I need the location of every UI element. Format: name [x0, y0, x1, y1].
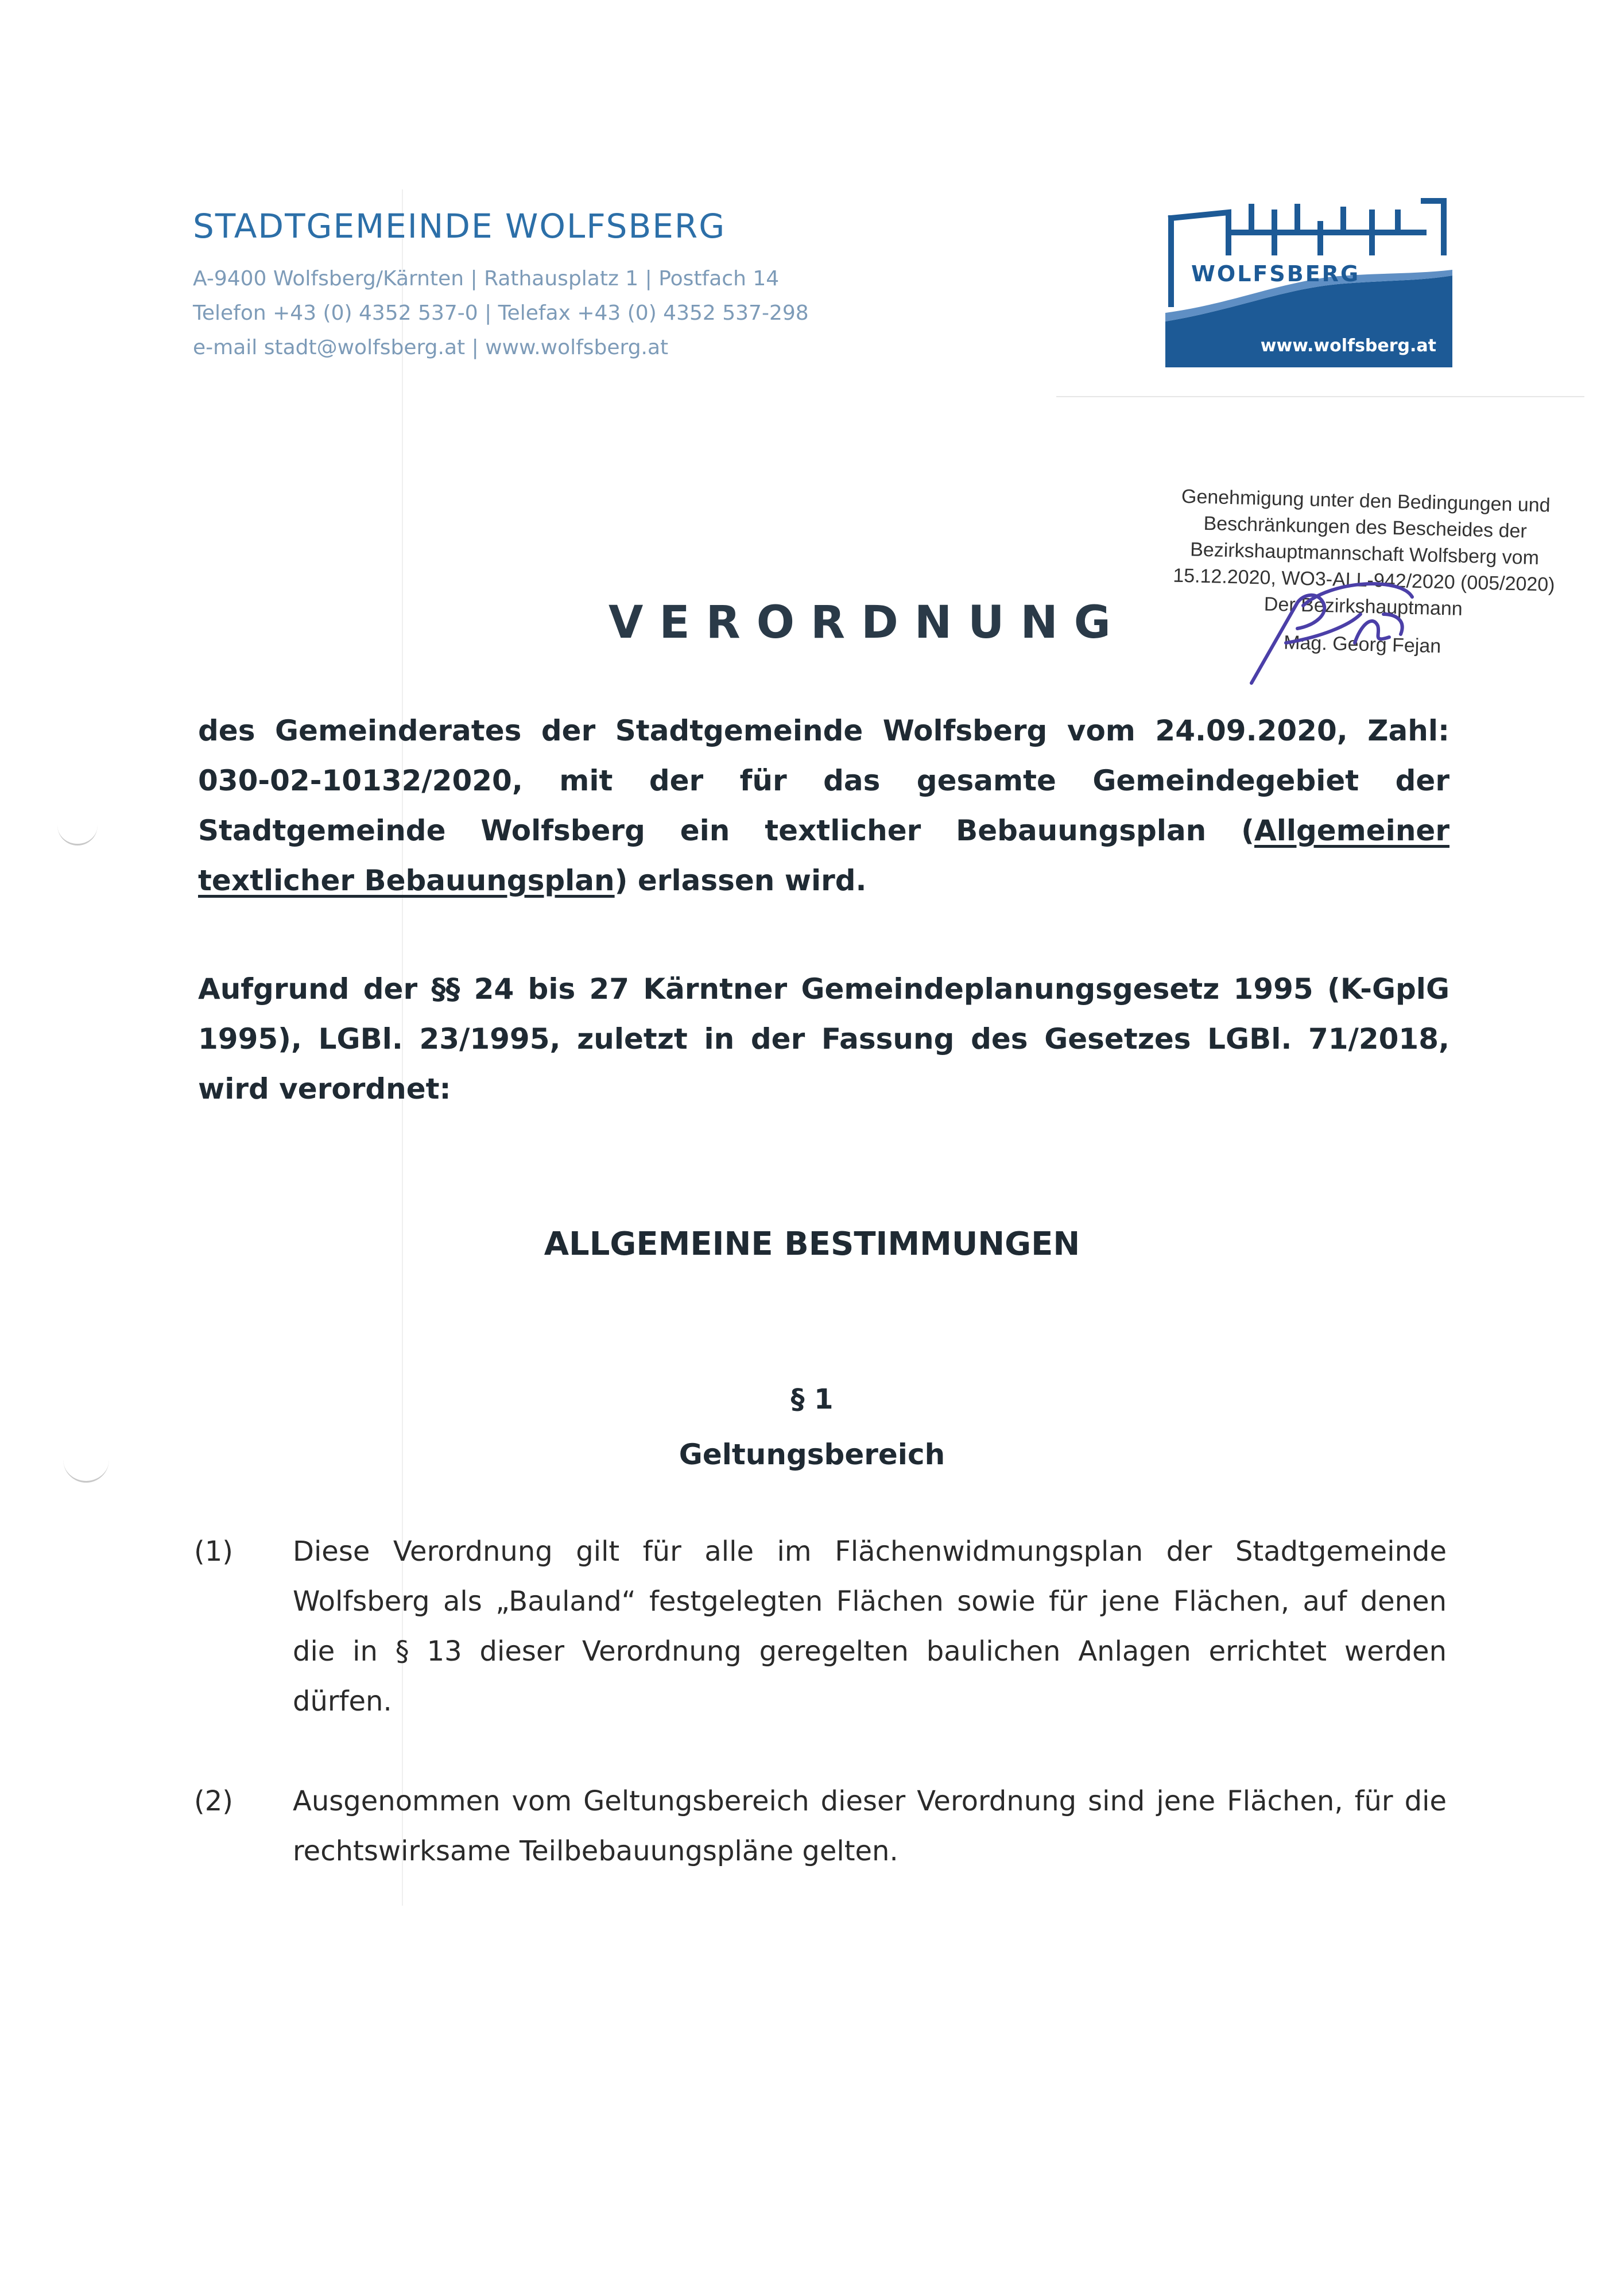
- organization-address: A-9400 Wolfsberg/Kärnten | Rathausplatz 1 | Postfach 14: [193, 267, 780, 290]
- item-text: Diese Verordnung gilt für alle im Flächenwidmungsplan der Stadtgemeinde Wolfsberg als „Bauland“ festgelegten Flächen sowie für jene Flächen, auf denen die in § 13 dieser Verordnung geregelten baulichen Anlagen errichtet werden dürfen.: [293, 1535, 1447, 1717]
- paragraph-number: § 1: [790, 1383, 834, 1415]
- organization-name: STADTGEMEINDE WOLFSBERG: [193, 207, 726, 246]
- item-number: (2): [194, 1785, 233, 1817]
- intro-text: des Gemeinderates der Stadtgemeinde Wolfsberg vom 24.09.2020, Zahl: 030-02-10132/2020, mit der für das gesamte Gemeindegebiet der Stadtgemeinde Wolfsberg ein textlicher Bebauungsplan (: [198, 714, 1449, 847]
- item-text: Ausgenommen vom Geltungsbereich dieser Verordnung sind jene Flächen, für die rechtswirksame Teilbebauungspläne gelten.: [293, 1785, 1447, 1867]
- handwritten-signature-icon: [1217, 580, 1538, 695]
- stamp-line: 15.12.2020, WO3-ALL-942/2020 (005/2020): [1172, 564, 1555, 596]
- organization-email: e-mail stadt@wolfsberg.at | www.wolfsberg.at: [193, 336, 669, 359]
- section-heading: ALLGEMEINE BESTIMMUNGEN: [544, 1225, 1080, 1263]
- legal-basis-paragraph: Aufgrund der §§ 24 bis 27 Kärntner Gemeindeplanungsgesetz 1995 (K-GplG 1995), LGBl. 23/1995, zuletzt in der Fassung des Gesetzes LGBl. 71/2018, wird verordnet:: [198, 972, 1449, 1106]
- stamp-line: Der Bezirkshauptmann: [1263, 593, 1463, 620]
- header-divider: [1056, 396, 1584, 397]
- intro-underlined-text: Allgemeiner textlicher Bebauungsplan: [198, 814, 1449, 897]
- item-number: (1): [194, 1535, 233, 1568]
- logo-url: www.wolfsberg.at: [1260, 336, 1436, 356]
- stamp-line: Beschränkungen des Bescheides der: [1203, 512, 1528, 542]
- logo-text: WOLFSBERG: [1191, 261, 1361, 286]
- stamp-signatory: Mag. Georg Fejan: [1283, 631, 1441, 658]
- intro-paragraph: [198, 706, 1449, 906]
- stamp-line: Bezirkshauptmannschaft Wolfsberg vom: [1189, 538, 1540, 569]
- paragraph-title: Geltungsbereich: [679, 1438, 945, 1471]
- document-title: VERORDNUNG: [608, 597, 1127, 649]
- intro-text-end: ) erlassen wird.: [614, 864, 867, 897]
- organization-phone: Telefon +43 (0) 4352 537-0 | Telefax +43 (0) 4352 537-298: [193, 301, 809, 325]
- scan-artifact-mark: [57, 815, 98, 846]
- stamp-line: Genehmigung unter den Bedingungen und: [1181, 485, 1551, 517]
- castle-logo-icon: [1165, 189, 1452, 367]
